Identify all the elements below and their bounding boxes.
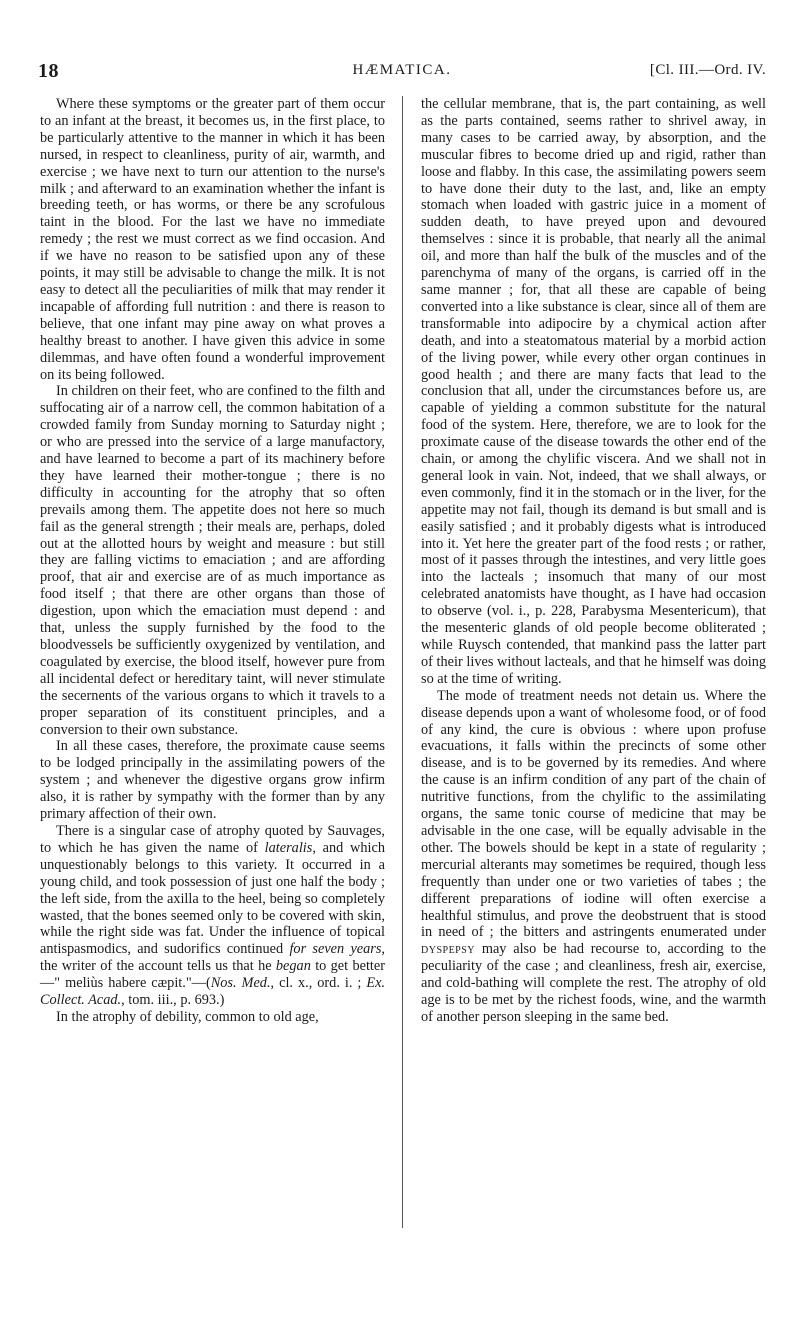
section-reference: [Cl. III.—Ord. IV. — [649, 62, 766, 78]
italic-term: for seven years — [289, 941, 382, 958]
page-number: 18 — [38, 60, 59, 82]
paragraph-treatment: The mode of treatment needs not detain us. Where the disease depends upon a want of wholesome food, or of food of any kind, the cure is obvious : where upon profuse evacuations, it falls within the precincts of some other disease, and is to be governed by its remedies. And where the cause is an infirm condition of any part of the chain of nutritive functions, from the chylific to the assimilating organs, the same tonic course of medicine that may be advisable in the one case, will be equally advisable in the other. The bowels should be kept in a state of regularity ; mercurial alterants may sometimes be required, though less frequently than under one or two varieties of tabes ; the different preparations of iodine will often exercise a healthful stimulus, and prove the deobstruent that is stood in need of ; the bitters and astringents enumerated under dyspepsy may also be had recourse to, according to the peculiarity of the case ; and cleanliness, fresh air, exercise, and cold-bathing will complete the rest. The atrophy of old age is to be met by the richest foods, wine, and the warmth of another person sleeping in the same bed. — [421, 687, 766, 1025]
column-divider — [402, 96, 403, 1228]
italic-term: lateralis — [264, 839, 313, 856]
paragraph-proximate-cause: In all these cases, therefore, the proximate cause seems to be lodged principally in the assimilating powers of the system ; and whenever the digestive organs grow infirm also, it is rather by sympathy with the former than by any primary affection of their own. — [40, 738, 385, 823]
paragraph-children-atrophy: In children on their feet, who are confined to the filth and suffocating air of a narrow cell, the common habitation of a crowded family from Sunday morning to Saturday night ; or who are pressed into the service of a large manufactory, and have learned to become a part of its machinery before they have learned their mother-tongue ; there is no difficulty in accounting for the atrophy that so often prevails among them. The appetite does not here so much fail as the general strength ; their meals are, perhaps, doled out at the allotted hours by weight and measure : but still they are falling victims to emaciation ; and are affording proof, that air and exercise are of as much importance as food itself ; that there are other organs than those of digestion, upon which the emaciation must depend : and that, unless the supply furnished by the food to the bloodvessels be sufficiently oxygenized by ventilation, and coagulated by exercise, the blood itself, however pure from all incidental defect or hereditary taint, will never stimulate the secernents of the various organs to which it travels to a proper separation of its constituent principles, and a conversion to their own substance. — [40, 383, 385, 738]
running-title: HÆMATICA. — [352, 62, 452, 78]
running-header — [38, 60, 766, 82]
small-caps-term: dyspepsy — [421, 941, 476, 958]
citation-title: Ex. Collect. Acad. — [40, 975, 386, 1009]
paragraph-cellular-membrane: the cellular membrane, that is, the part containing, as well as the parts contained, seems rather to shrivel away, in many cases to be carried away, by absorption, and the muscular fibres to become dried up and rigid, rather than loose and flabby. In this case, the assimilating powers seem to have done their duty to the last, and, like an empty stomach when loaded with gastric juice in a moment of sudden death, to have preyed upon and devoured themselves : since it is probable, that nearly all the animal oil, and more than half the bulk of the muscles and of the parenchyma of many of the organs, is carried off in the same manner ; for, that all these are capable of being converted into a like substance is clear, since all of them are transformable into adipocire by a chymical action after death, and into a steatomatous material by a morbid action of the living power, while every other organ continues in good health ; and there are many facts that lead to the conclusion that all, under the circumstances before us, are capable of yielding a common substitute for the natural food of the system. Here, therefore, we are to look for the proximate cause of the disease towards the other end of the chain, or among the chylific viscera. And we shall not in general look in vain. Not, indeed, that we shall always, or even commonly, find it in the stomach or in the liver, for the appetite may not fail, though its demand is but small and is easily satisfied ; and it probably digests what is introduced into it. Yet here the greater part of the food rests ; or rather, most of it passes through the intestines, and very little goes into the lacteals ; insomuch that many of our most celebrated anatomists have thought, as I have had occasion to observe (vol. i., p. 228, Parabysma Mesentericum), that the mesenteric glands of old people become obliterated ; while Ruysch contended, that mankind pass the latter part of their lives without lacteals, and that he himself was doing so at the time of writing. — [421, 96, 766, 687]
citation-title: Nos. Med. — [210, 975, 271, 992]
paragraph-sauvages-case: There is a singular case of atrophy quoted by Sauvages, to which he has given the name of lateralis, and which unquestionably belongs to this variety. It occurred in a young child, and took possession of just one half the body ; the left side, from the axilla to the heel, being so completely wasted, that the bones seemed only to be covered with skin, while the right side was fat. Under the influence of topical antispasmodics, and sudorifics continued for seven years, the writer of the account tells us that he began to get better—" meliùs habere cæpit."—(Nos. Med., cl. x., ord. i. ; Ex. Collect. Acad., tom. iii., p. 693.) — [40, 822, 386, 1009]
paragraph-old-age: In the atrophy of debility, common to old age, — [56, 1008, 319, 1025]
italic-term: began — [275, 958, 311, 975]
left-column — [40, 96, 385, 1026]
right-column — [421, 96, 766, 1026]
paragraph-infant-symptoms: Where these symptoms or the greater part of them occur to an infant at the breast, it becomes us, in the first place, to be particularly attentive to the manner in which it has been nursed, in respect to cleanliness, purity of air, warmth, and exercise ; we have next to turn our attention to the nurse's milk ; and afterward to an examination whether the infant is breeding teeth, or has worms, or there be any scrofulous taint in the blood. For the last we have no immediate remedy ; the rest we must correct as we find occasion. And if we have no reason to be satisfied upon any of these points, it may still be advisable to change the milk. It is not easy to detect all the peculiarities of milk that may render it incapable of affording full nutrition : and there is reason to believe, that one infant may pine away on what proves a healthy breast to another. I have given this advice in some dilemmas, and have often found a wonderful improvement on its being followed. — [40, 96, 385, 383]
